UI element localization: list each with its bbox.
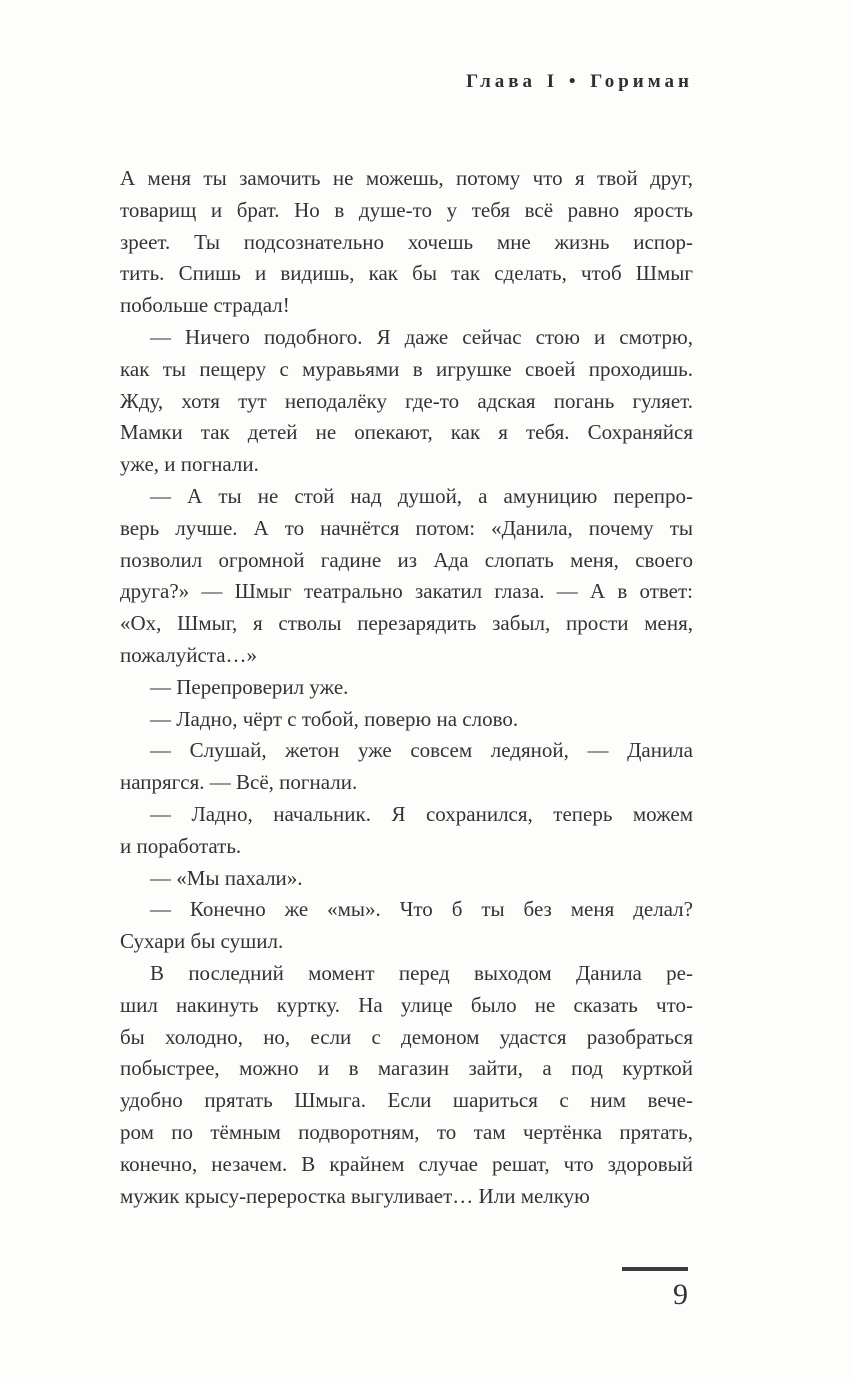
text-line: тить. Спишь и видишь, как бы так сделать, чтоб Шмыг: [120, 261, 693, 286]
text-line: друга?» — Шмыг театрально закатил глаза. — А в ответ:: [120, 579, 693, 604]
text-line: побольше страдал!: [120, 293, 290, 318]
text-line: Жду, хотя тут неподалёку где-то адская погань гуляет.: [120, 388, 693, 413]
text-line: верь лучше. А то начнётся потом: «Данила, почему ты: [120, 515, 693, 540]
text-line: ром по тёмным подворотням, то там чертёнка прятать,: [120, 1119, 693, 1144]
text-line: конечно, незачем. В крайнем случае решат, что здоровый: [120, 1151, 693, 1176]
text-line: «Ох, Шмыг, я стволы перезарядить забыл, прости меня,: [120, 611, 693, 636]
text-line: — Перепроверил уже.: [150, 674, 349, 699]
text-line: Мамки так детей не опекают, как я тебя. Сохраняйся: [120, 420, 693, 445]
text-line: мужик крысу-переростка выгуливает… Или мелкую: [120, 1183, 590, 1208]
text-line: — Конечно же «мы». Что б ты без меня делал?: [150, 897, 693, 922]
text-line: — А ты не стой над душой, а амуницию перепро-: [150, 483, 693, 508]
text-line: бы холодно, но, если с демоном удастся разобраться: [120, 1024, 693, 1049]
text-line: — «Мы пахали».: [150, 865, 303, 890]
page-number: 9: [673, 1278, 688, 1311]
text-line: Сухари бы сушил.: [120, 929, 284, 954]
text-line: пожалуйста…»: [120, 642, 258, 667]
text-line: товарищ и брат. Но в душе-то у тебя всё равно ярость: [120, 197, 693, 222]
text-line: зреет. Ты подсознательно хочешь мне жизнь испор-: [120, 229, 693, 254]
text-line: А меня ты замочить не можешь, потому что я твой друг,: [120, 166, 693, 190]
text-block: [120, 163, 693, 1212]
text-line: — Слушай, жетон уже совсем ледяной, — Данила: [150, 738, 693, 763]
text-line: — Ничего подобного. Я даже сейчас стою и смотрю,: [150, 324, 693, 349]
text-line: и поработать.: [120, 833, 242, 858]
text-line: напрягся. — Всё, погнали.: [120, 770, 358, 795]
text-line: — Ладно, начальник. Я сохранился, теперь можем: [150, 801, 693, 826]
text-line: побыстрее, можно и в магазин зайти, а под курткой: [120, 1056, 693, 1081]
text-line: удобно прятать Шмыга. Если шариться с ним вече-: [120, 1088, 693, 1113]
footer-rule: [622, 1267, 688, 1271]
text-line: как ты пещеру с муравьями в игрушке своей проходишь.: [120, 356, 693, 381]
text-line: позволил огромной гадине из Ада слопать меня, своего: [120, 547, 693, 572]
text-line: уже, и погнали.: [120, 452, 259, 477]
running-head: Глава I • Гориман: [466, 71, 693, 92]
text-line: В последний момент перед выходом Данила ре-: [150, 960, 693, 985]
text-line: — Ладно, чёрт с тобой, поверю на слово.: [150, 706, 519, 731]
text-line: шил накинуть куртку. На улице было не сказать что-: [120, 992, 693, 1017]
